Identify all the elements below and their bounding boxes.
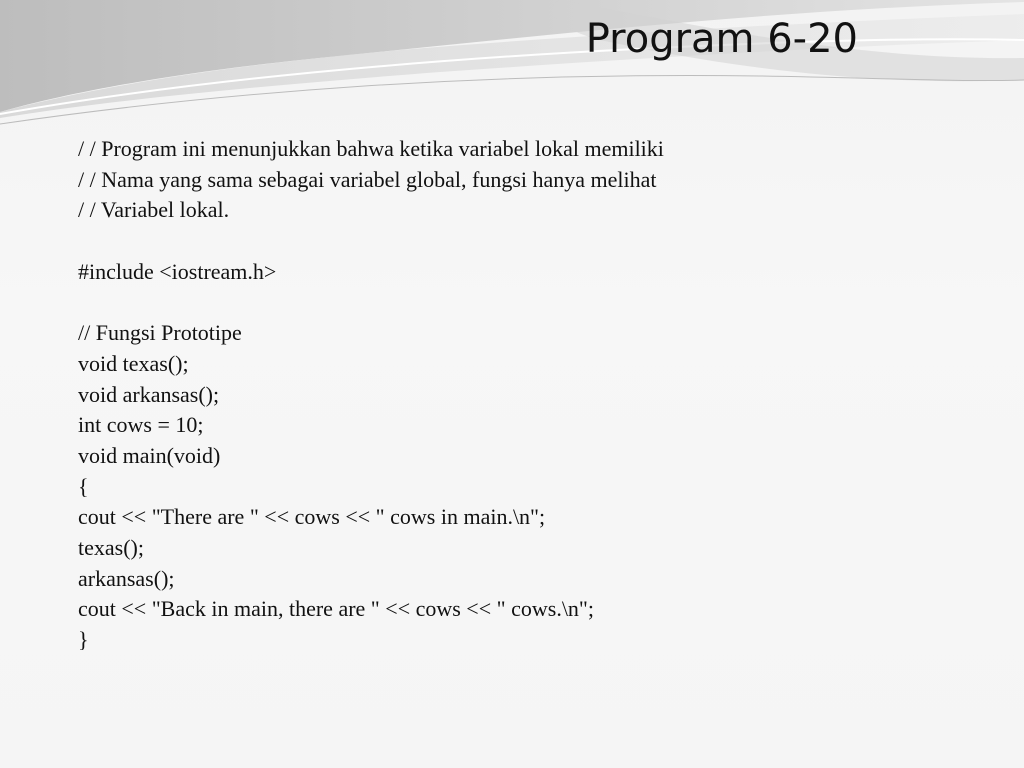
- code-line: / / Variabel lokal.: [78, 197, 230, 223]
- code-line: texas();: [78, 534, 144, 560]
- code-line: #include <iostream.h>: [78, 258, 277, 284]
- code-line: / / Nama yang sama sebagai variabel global, fungsi hanya melihat: [78, 166, 657, 192]
- code-line: cout << "Back in main, there are " << cows << " cows.\n";: [78, 596, 595, 622]
- slide-title: Program 6-20: [585, 16, 858, 62]
- blank-line: [78, 287, 978, 318]
- code-line: void arkansas();: [78, 381, 220, 407]
- code-line: void texas();: [78, 350, 189, 376]
- code-line: // Fungsi Prototipe: [78, 320, 242, 346]
- code-listing: [78, 134, 978, 656]
- blank-line: [78, 226, 978, 257]
- code-line: cout << "There are " << cows << " cows in main.\n";: [78, 504, 546, 530]
- code-line: }: [78, 627, 89, 652]
- code-line: arkansas();: [78, 565, 175, 591]
- code-line: void main(void): [78, 442, 221, 468]
- header-swoosh-decoration: [0, 0, 1024, 140]
- code-line: int cows = 10;: [78, 412, 204, 438]
- code-line: {: [78, 473, 89, 499]
- code-line: / / Program ini menunjukkan bahwa ketika variabel lokal memiliki: [78, 136, 664, 161]
